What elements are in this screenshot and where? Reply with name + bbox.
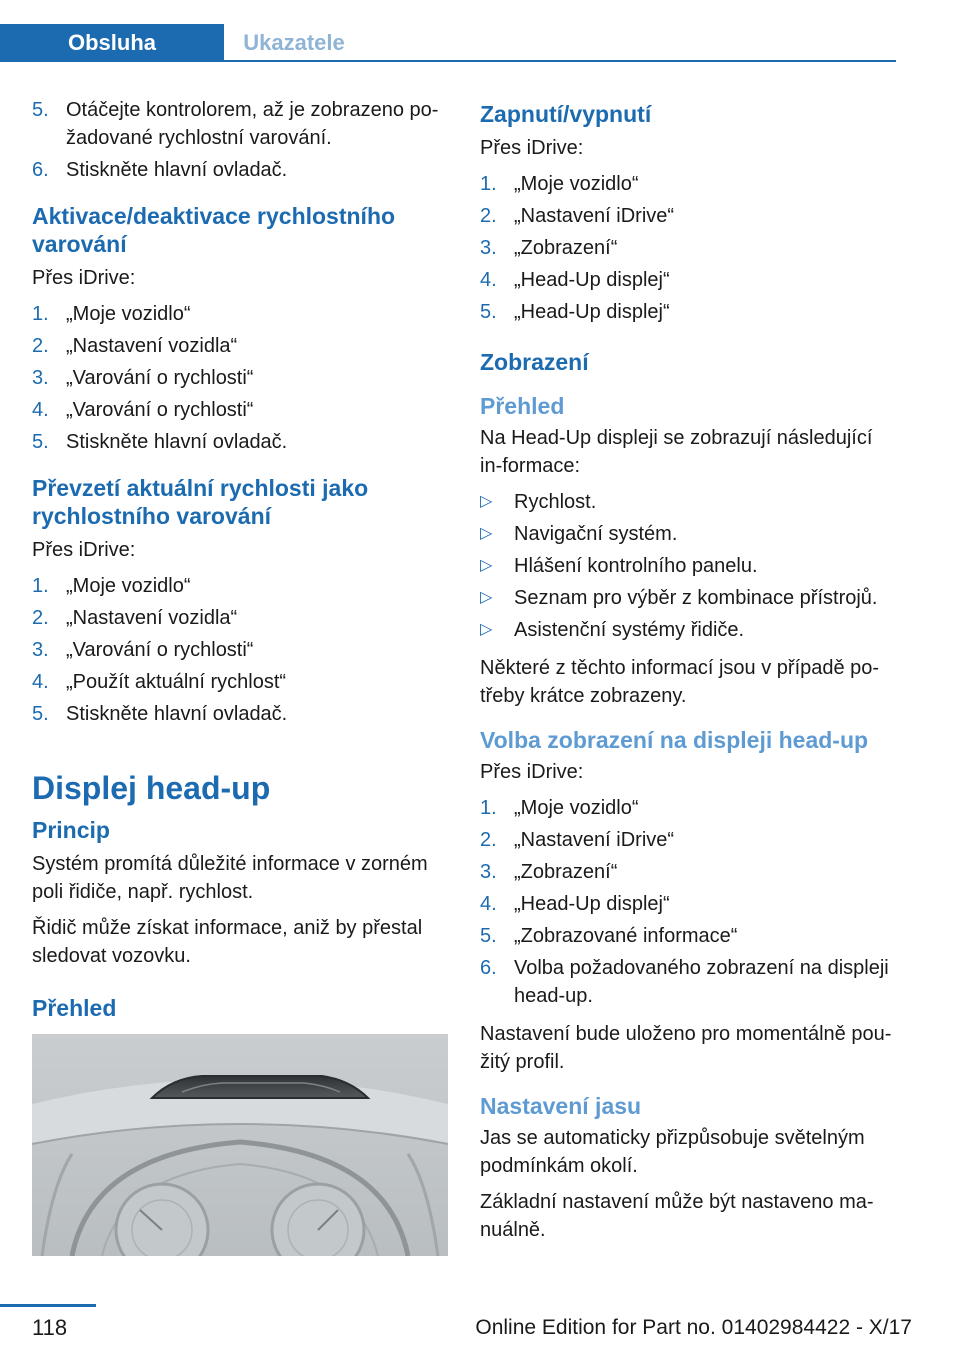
triangle-bullet-icon: ▷ xyxy=(480,525,493,542)
list-item: 4. „Použít aktuální rychlost“ xyxy=(32,671,287,693)
via-idrive-text: Přes iDrive: xyxy=(32,267,136,289)
hud-dashboard-illustration xyxy=(32,1034,448,1256)
activation-steps xyxy=(32,300,448,456)
list-item: 4. „Head-Up displej“ xyxy=(480,269,670,291)
list-item: 2. „Nastavení vozidla“ xyxy=(32,607,238,629)
page-number: 118 xyxy=(32,1315,68,1340)
section-heading-activation: Aktivace/deaktivace rychlostního varování xyxy=(32,203,396,257)
tab-ukazatele[interactable]: Ukazatele xyxy=(243,30,345,55)
paragraph: Řidič může získat informace, aniž by přestal sledovat vozovku. xyxy=(32,917,423,967)
triangle-bullet-icon: ▷ xyxy=(480,557,493,574)
subheading-select-display: Volba zobrazení na displeji head-up xyxy=(480,727,869,753)
triangle-bullet-icon: ▷ xyxy=(480,493,493,510)
list-item: 2. „Nastavení iDrive“ xyxy=(480,205,675,227)
list-item: ▷ Seznam pro výběr z kombinace přístrojů. xyxy=(480,584,896,612)
display-info-list xyxy=(480,488,896,644)
section-heading-adopt-speed: Převzetí aktuální rychlosti jako rychlostního varování xyxy=(32,475,369,529)
edition-note: Online Edition for Part no. 01402984422 - X/17 xyxy=(475,1316,912,1339)
list-item: 5. Stiskněte hlavní ovladač. xyxy=(32,431,288,453)
subheading-brightness: Nastavení jasu xyxy=(480,1093,642,1119)
list-item: 2. „Nastavení iDrive“ xyxy=(480,829,675,851)
list-item: 6. Volba požadovaného zobrazení na displeji head-up. xyxy=(480,957,889,1007)
chapter-title: Displej head-up xyxy=(32,770,271,806)
tab-obsluha[interactable]: Obsluha xyxy=(0,24,224,62)
list-item: 1. „Moje vozidlo“ xyxy=(32,575,191,597)
header-rule xyxy=(0,60,896,62)
via-idrive-text: Přes iDrive: xyxy=(480,761,584,783)
page-header xyxy=(0,0,960,64)
section-heading-principle: Princip xyxy=(32,817,110,843)
list-item: 4. „Head-Up displej“ xyxy=(480,893,670,915)
paragraph: Některé z těchto informací jsou v případě po‐třeby krátce zobrazeny. xyxy=(480,657,880,707)
triangle-bullet-icon: ▷ xyxy=(480,589,493,606)
list-item: 1. „Moje vozidlo“ xyxy=(480,173,639,195)
right-column xyxy=(480,96,896,1252)
footer-rule xyxy=(0,1304,96,1307)
list-item: ▷ Hlášení kontrolního panelu. xyxy=(480,552,896,580)
dashboard-drawing xyxy=(32,1034,448,1256)
via-idrive-text: Přes iDrive: xyxy=(32,539,136,561)
section-heading-overview: Přehled xyxy=(32,995,117,1021)
paragraph: Na Head-Up displeji se zobrazují následující in‐formace: xyxy=(480,427,873,477)
list-item: 3. „Varování o rychlosti“ xyxy=(32,367,254,389)
via-idrive-text: Přes iDrive: xyxy=(480,137,584,159)
left-column xyxy=(32,96,448,1256)
section-heading-display: Zobrazení xyxy=(480,349,589,375)
triangle-bullet-icon: ▷ xyxy=(480,621,493,638)
list-item: 5. „Head-Up displej“ xyxy=(480,301,670,323)
paragraph: Jas se automaticky přizpůsobuje světelným podmínkám okolí. xyxy=(480,1127,865,1177)
list-item: 3. „Zobrazení“ xyxy=(480,861,618,883)
adopt-steps xyxy=(32,572,448,728)
list-item: 5. Stiskněte hlavní ovladač. xyxy=(32,703,288,725)
list-item: ▷ Rychlost. xyxy=(480,488,896,516)
section-heading-on-off: Zapnutí/vypnutí xyxy=(480,101,652,127)
list-item: 3. „Varování o rychlosti“ xyxy=(32,639,254,661)
list-item: 6. Stiskněte hlavní ovladač. xyxy=(32,159,288,181)
on-off-steps xyxy=(480,170,896,326)
list-item: ▷ Navigační systém. xyxy=(480,520,896,548)
subheading-overview: Přehled xyxy=(480,393,565,419)
paragraph: Nastavení bude uloženo pro momentálně pou‐žitý profil. xyxy=(480,1023,892,1073)
list-item: 5. „Zobrazované informace“ xyxy=(480,925,738,947)
list-item: 5. Otáčejte kontrolorem, až je zobrazeno po‐žadované rychlostní varování. xyxy=(32,99,439,149)
paragraph: Základní nastavení může být nastaveno ma‐nuálně. xyxy=(480,1191,874,1241)
paragraph: Systém promítá důležité informace v zorném poli řidiče, např. rychlost. xyxy=(32,853,428,903)
list-item: 2. „Nastavení vozidla“ xyxy=(32,335,238,357)
list-item: 1. „Moje vozidlo“ xyxy=(480,797,639,819)
list-item: ▷ Asistenční systémy řidiče. xyxy=(480,616,896,644)
list-item: 1. „Moje vozidlo“ xyxy=(32,303,191,325)
select-display-steps xyxy=(480,794,896,1010)
list-item: 3. „Zobrazení“ xyxy=(480,237,618,259)
list-item: 4. „Varování o rychlosti“ xyxy=(32,399,254,421)
intro-steps xyxy=(32,96,448,184)
